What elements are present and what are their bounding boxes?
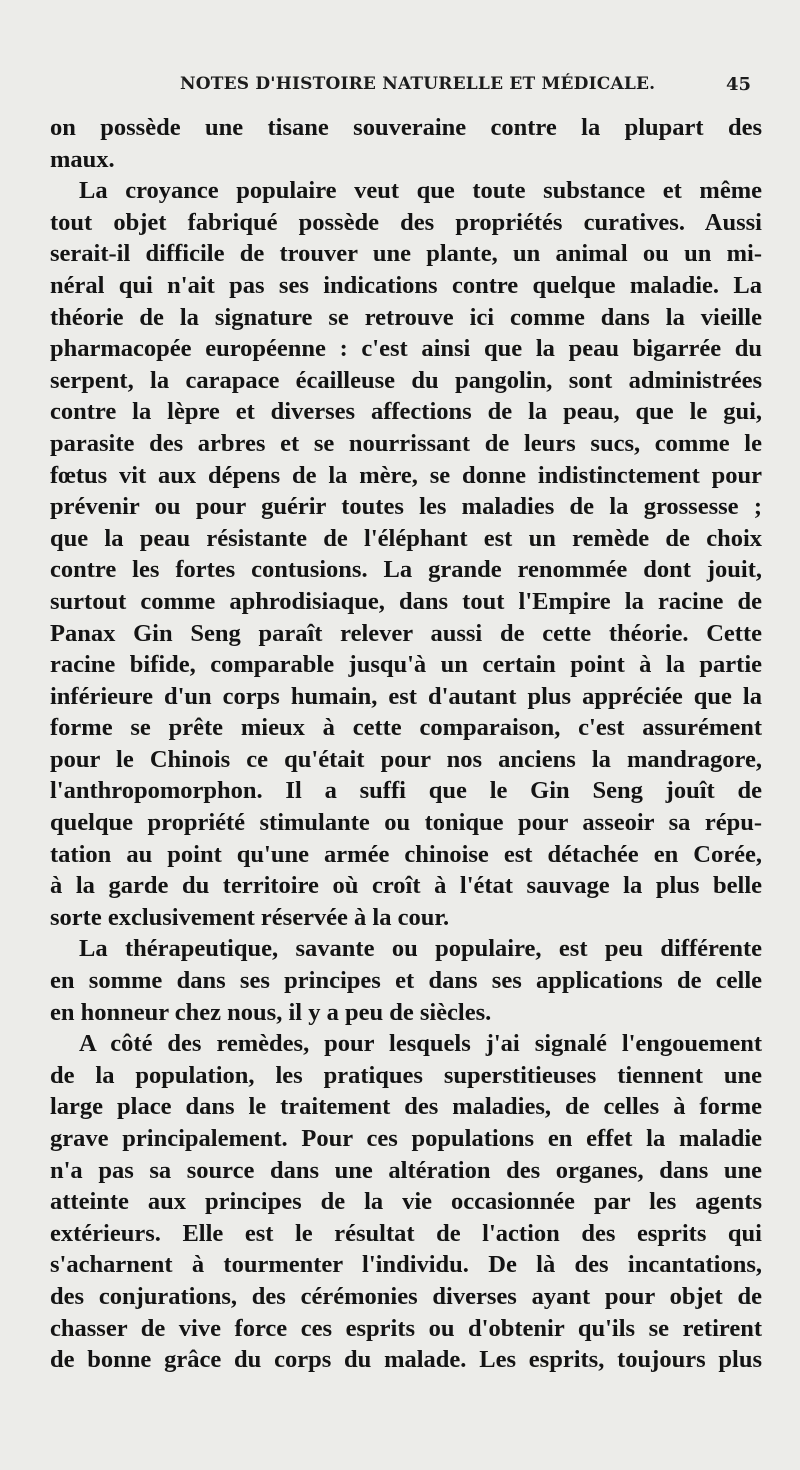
running-header — [0, 74, 800, 102]
text-line: A côté des remèdes, pour lesquels j'ai signalé l'engouement — [79, 1030, 762, 1058]
text-line: pour le Chinois ce qu'était pour nos anciens la mandragore, — [50, 745, 762, 773]
text-line: parasite des arbres et se nourrissant de leurs sucs, comme le — [50, 429, 762, 457]
text-line: racine bifide, comparable jusqu'à un certain point à la partie — [50, 651, 762, 679]
text-line: La croyance populaire veut que toute substance et même — [79, 177, 762, 205]
text-line: inférieure d'un corps humain, est d'autant plus appréciée que la — [50, 682, 762, 710]
running-title: NOTES D'HISTOIRE NATURELLE ET MÉDICALE. — [180, 74, 656, 94]
text-line: contre la lèpre et diverses affections de la peau, que le gui, — [50, 398, 762, 426]
text-line: l'anthropomorphon. Il a suffi que le Gin Seng jouît de — [50, 777, 762, 805]
text-line: s'acharnent à tourmenter l'individu. De là des incantations, — [50, 1251, 762, 1279]
text-line: contre les fortes contusions. La grande renommée dont jouit, — [50, 556, 762, 584]
text-line: surtout comme aphrodisiaque, dans tout l'Empire la racine de — [50, 587, 762, 615]
text-line: de bonne grâce du corps du malade. Les esprits, toujours plus — [50, 1346, 762, 1374]
text-line: serait-il difficile de trouver une plante, un animal ou un mi- — [50, 240, 762, 268]
body-text — [50, 112, 762, 1376]
text-line: sorte exclusivement réservée à la cour. — [50, 903, 450, 931]
page-number: 45 — [726, 74, 752, 95]
text-line: pharmacopée européenne : c'est ainsi que la peau bigarrée du — [50, 335, 762, 363]
text-line: quelque propriété stimulante ou tonique pour asseoir sa répu- — [50, 809, 762, 837]
text-line: que la peau résistante de l'éléphant est un remède de choix — [50, 524, 762, 552]
text-line: La thérapeutique, savante ou populaire, est peu différente — [79, 935, 762, 963]
text-line: atteinte aux principes de la vie occasionnée par les agents — [50, 1188, 762, 1216]
text-line: tation au point qu'une armée chinoise est détachée en Corée, — [50, 840, 762, 868]
text-line: extérieurs. Elle est le résultat de l'action des esprits qui — [50, 1219, 762, 1247]
text-line: grave principalement. Pour ces populations en effet la maladie — [50, 1125, 762, 1152]
text-line: serpent, la carapace écailleuse du pangolin, sont administrées — [50, 366, 762, 394]
text-line: prévenir ou pour guérir toutes les maladies de la grossesse ; — [50, 493, 762, 521]
text-line: on possède une tisane souveraine contre la plupart des — [50, 114, 762, 141]
text-line: Panax Gin Seng paraît relever aussi de cette théorie. Cette — [50, 619, 762, 647]
text-line: en somme dans ses principes et dans ses applications de celle — [50, 967, 762, 995]
text-line: à la garde du territoire où croît à l'état sauvage la plus belle — [50, 872, 762, 900]
text-line: chasser de vive force ces esprits ou d'obtenir qu'ils se retirent — [50, 1314, 762, 1342]
text-line: des conjurations, des cérémonies diverses ayant pour objet de — [50, 1282, 762, 1310]
text-line: forme se prête mieux à cette comparaison, c'est assurément — [50, 714, 762, 742]
text-line: néral qui n'ait pas ses indications contre quelque maladie. La — [50, 271, 762, 299]
text-line: de la population, les pratiques superstitieuses tiennent une — [50, 1061, 762, 1089]
text-line: large place dans le traitement des maladies, de celles à forme — [50, 1093, 762, 1121]
text-line: maux. — [50, 145, 115, 173]
text-line: fœtus vit aux dépens de la mère, se donne indistinctement pour — [50, 461, 762, 489]
text-line: tout objet fabriqué possède des propriétés curatives. Aussi — [50, 208, 762, 236]
text-line: théorie de la signature se retrouve ici comme dans la vieille — [50, 303, 762, 331]
text-line: n'a pas sa source dans une altération des organes, dans une — [50, 1156, 762, 1184]
text-line: en honneur chez nous, il y a peu de siècles. — [50, 998, 492, 1026]
